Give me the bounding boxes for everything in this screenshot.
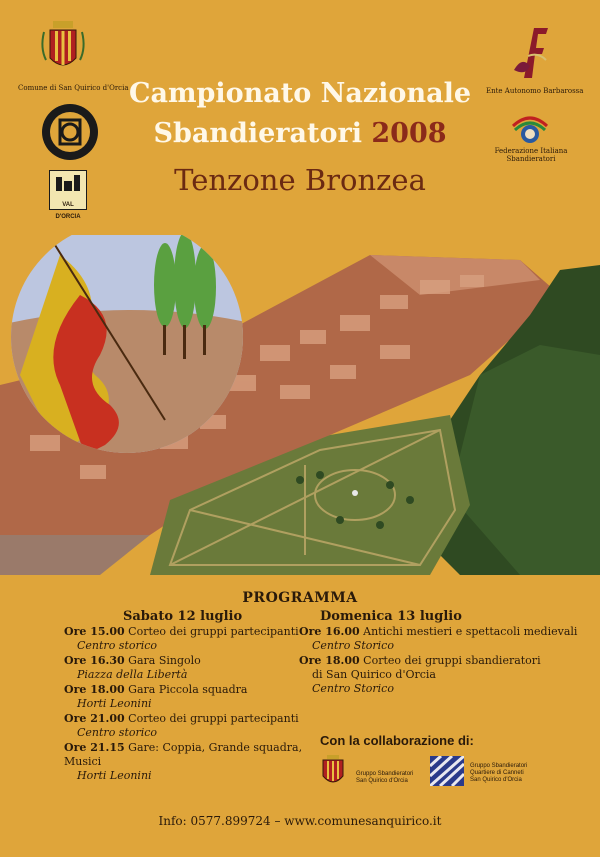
event-time: Ore 16.30 <box>64 654 125 667</box>
sabato-event-2 <box>64 654 201 682</box>
event-place: Centro storico <box>77 639 158 652</box>
quartiere-canneti-logo <box>430 756 464 786</box>
programma-heading: PROGRAMMA <box>242 590 358 606</box>
event-time: Ore 18.00 <box>299 654 360 667</box>
group2-line-2: Quartiere di Canneti <box>470 770 524 776</box>
event-place: Horti Leonini <box>77 697 152 710</box>
sabato-event-3 <box>64 683 247 711</box>
comune-caption: Comune di San Quirico d'Orcia <box>18 84 129 92</box>
collab-heading: Con la collaborazione di: <box>320 733 474 748</box>
event-desc-2: di San Quirico d'Orcia <box>312 668 436 681</box>
title-sbandieratori: Sbandieratori <box>153 118 362 149</box>
event-time: Ore 15.00 <box>64 625 125 638</box>
sabato-event-1 <box>64 625 299 653</box>
domenica-event-1 <box>299 625 577 653</box>
event-desc: Gara Piccola squadra <box>128 683 248 696</box>
domenica-event-2 <box>299 654 541 696</box>
val-dorcia-label: VAL D'ORCIA <box>55 202 81 220</box>
fis-caption-2: Sbandieratori <box>506 155 556 163</box>
group2-line-3: San Quirico d'Orcia <box>470 777 522 783</box>
info-contact: Info: 0577.899724 – www.comunesanquirico.it <box>158 814 442 828</box>
event-place: Piazza della Libertà <box>77 668 188 681</box>
event-time: Ore 18.00 <box>64 683 125 696</box>
aerial-photo-image <box>0 235 600 575</box>
title-line-2 <box>0 118 600 149</box>
event-desc: Antichi mestieri e spettacoli medievali <box>363 625 578 638</box>
barbarossa-logo <box>508 26 554 84</box>
event-desc: Gara Singolo <box>128 654 201 667</box>
subtitle: Tenzone Bronzea <box>174 163 426 197</box>
comune-crest-logo <box>38 18 88 80</box>
sabato-event-5 <box>64 741 302 783</box>
domenica-heading: Domenica 13 luglio <box>320 609 462 624</box>
title-line-1: Campionato Nazionale <box>128 78 472 109</box>
group1-line-2: San Quirico d'Orcia <box>356 778 408 784</box>
event-place: Horti Leonini <box>77 769 152 782</box>
title-year: 2008 <box>371 118 447 149</box>
fis-caption-1: Federazione Italiana <box>494 147 568 155</box>
event-time: Ore 16.00 <box>299 625 360 638</box>
event-time: Ore 21.00 <box>64 712 125 725</box>
sabato-event-4 <box>64 712 299 740</box>
barbarossa-caption: Ente Autonomo Barbarossa <box>486 87 584 95</box>
event-place: Centro Storico <box>312 639 394 652</box>
event-desc: Gare: Coppia, Grande squadra, <box>128 741 303 754</box>
event-desc: Corteo dei gruppi partecipanti <box>128 712 299 725</box>
event-place: Centro storico <box>77 726 158 739</box>
group2-line-1: Gruppo Sbandieratori <box>470 763 528 769</box>
event-desc-2: Musici <box>64 755 102 768</box>
event-place: Centro Storico <box>312 682 394 695</box>
gruppo-sbandieratori-crest-logo <box>318 754 348 790</box>
group1-name <box>356 771 413 785</box>
event-time: Ore 21.15 <box>64 741 125 754</box>
sabato-heading: Sabato 12 luglio <box>123 609 243 624</box>
event-desc: Corteo dei gruppi partecipanti <box>128 625 299 638</box>
event-desc: Corteo dei gruppi sbandieratori <box>363 654 541 667</box>
group2-name <box>470 763 527 784</box>
group1-line-1: Gruppo Sbandieratori <box>356 771 414 777</box>
